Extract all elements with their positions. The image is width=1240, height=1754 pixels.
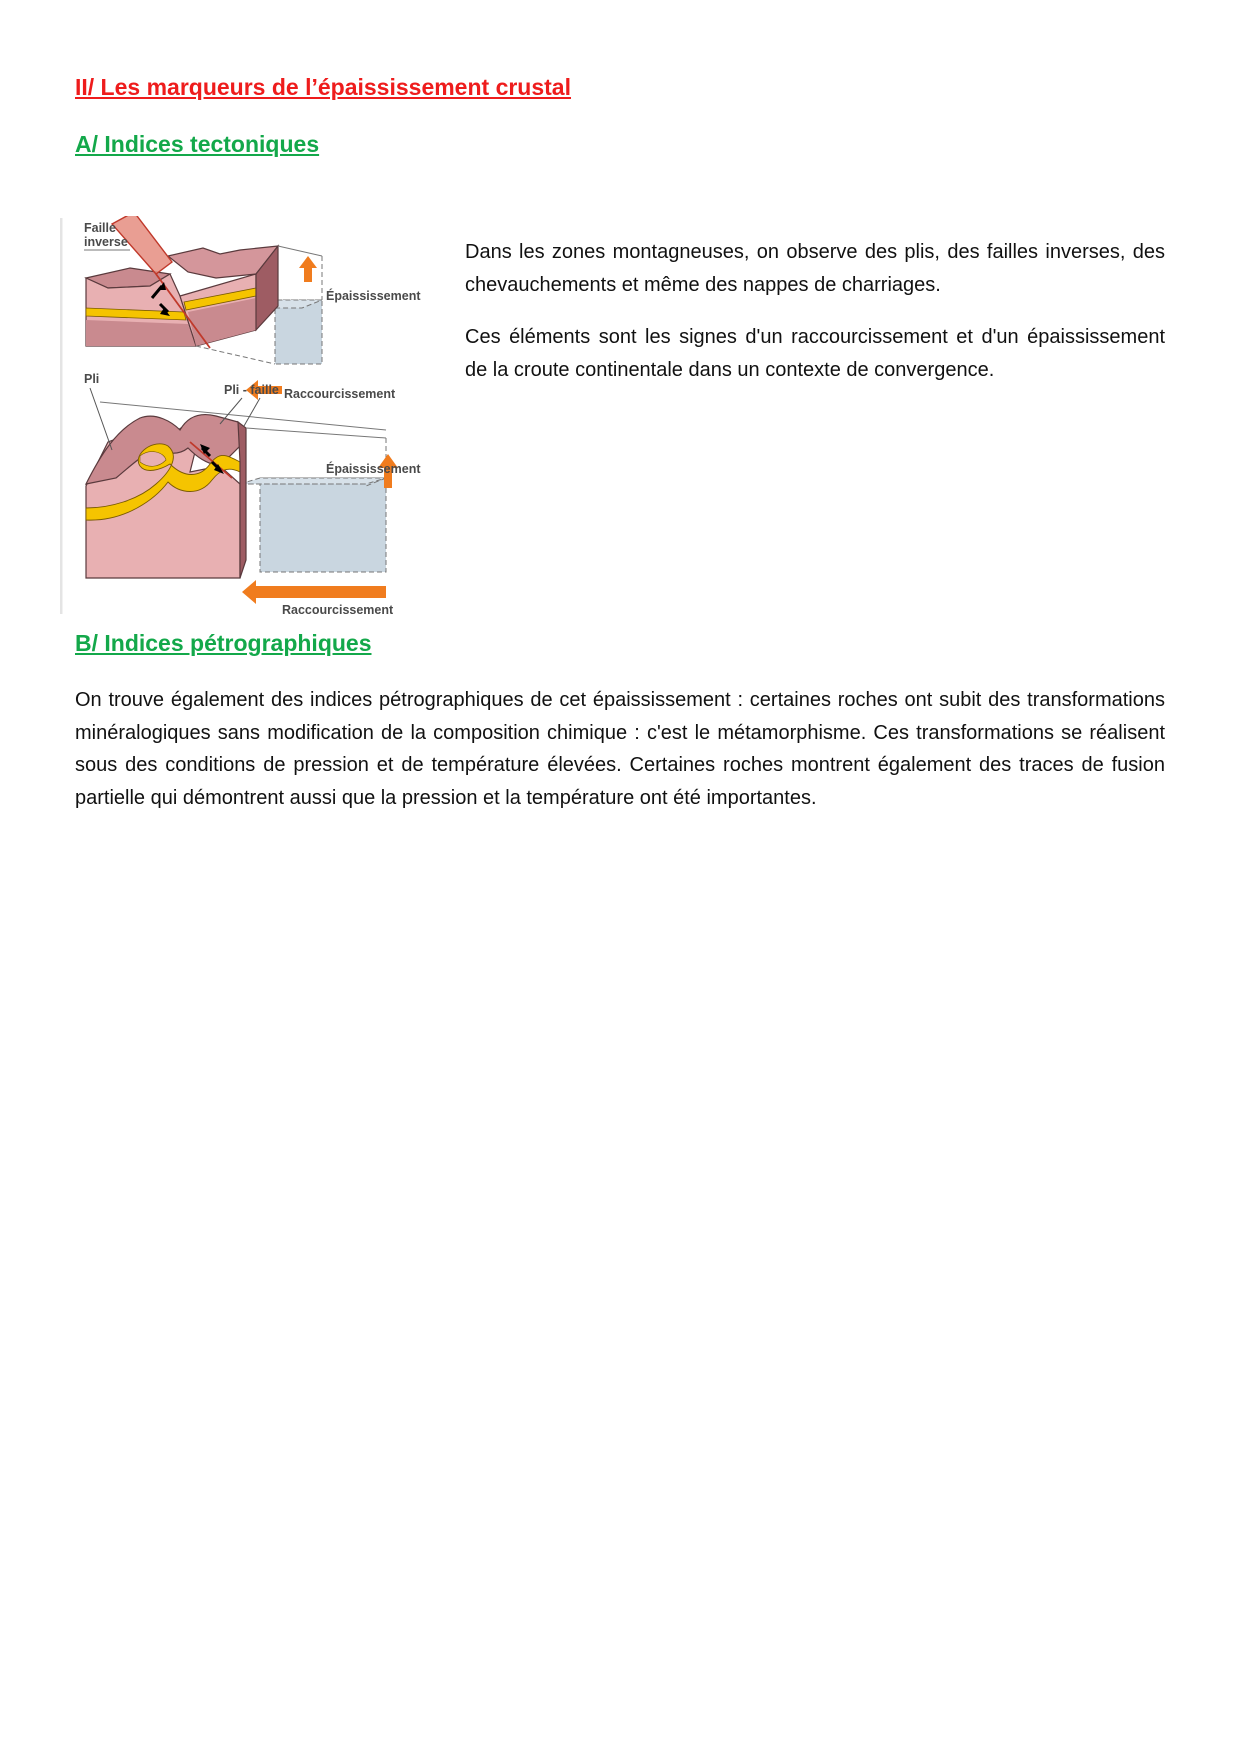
shortening-label-top: Raccourcissement: [284, 387, 396, 401]
section-a-text: [465, 236, 1165, 406]
section-a-title: A/ Indices tectoniques: [75, 131, 320, 157]
shortening-label-bottom: Raccourcissement: [282, 603, 394, 616]
page-heading: II/ Les marqueurs de l’épaississement crustal: [75, 74, 571, 100]
fold-label: Pli: [84, 372, 100, 386]
section-a-paragraph-2: Ces éléments sont les signes d'un raccourcissement et d'un épaississement de la croute continentale dans un contexte de convergence.: [465, 326, 1165, 381]
fault-label-2: inverse: [84, 235, 128, 249]
thickening-label-bottom: Épaississement: [326, 462, 421, 476]
fault-label: Faille: [84, 221, 116, 235]
fold-fault-label: Pli - faille: [224, 383, 279, 397]
thickening-label-top: Épaississement: [326, 289, 421, 303]
section-a-paragraph-1: Dans les zones montagneuses, on observe des plis, des failles inverses, des chevauchements et même des nappes de charriages.: [465, 241, 1165, 296]
section-b-paragraph: On trouve également des indices pétrographiques de cet épaississement : certaines roches ont subit des transformations minéralogiques sans modification de la composition chimique : c'est le métamorphisme. Ces transformations se réalisent sous des conditions de pression et de température élevées. Certaines roches montrent également des traces de fusion partielle qui démontrent aussi que la pression et la température ont été importantes.: [75, 689, 1165, 809]
section-b-title: B/ Indices pétrographiques: [75, 630, 372, 656]
reverse-fault-diagram: [84, 216, 421, 401]
tectonic-figure: [60, 216, 445, 616]
fold-diagram: [84, 372, 421, 616]
